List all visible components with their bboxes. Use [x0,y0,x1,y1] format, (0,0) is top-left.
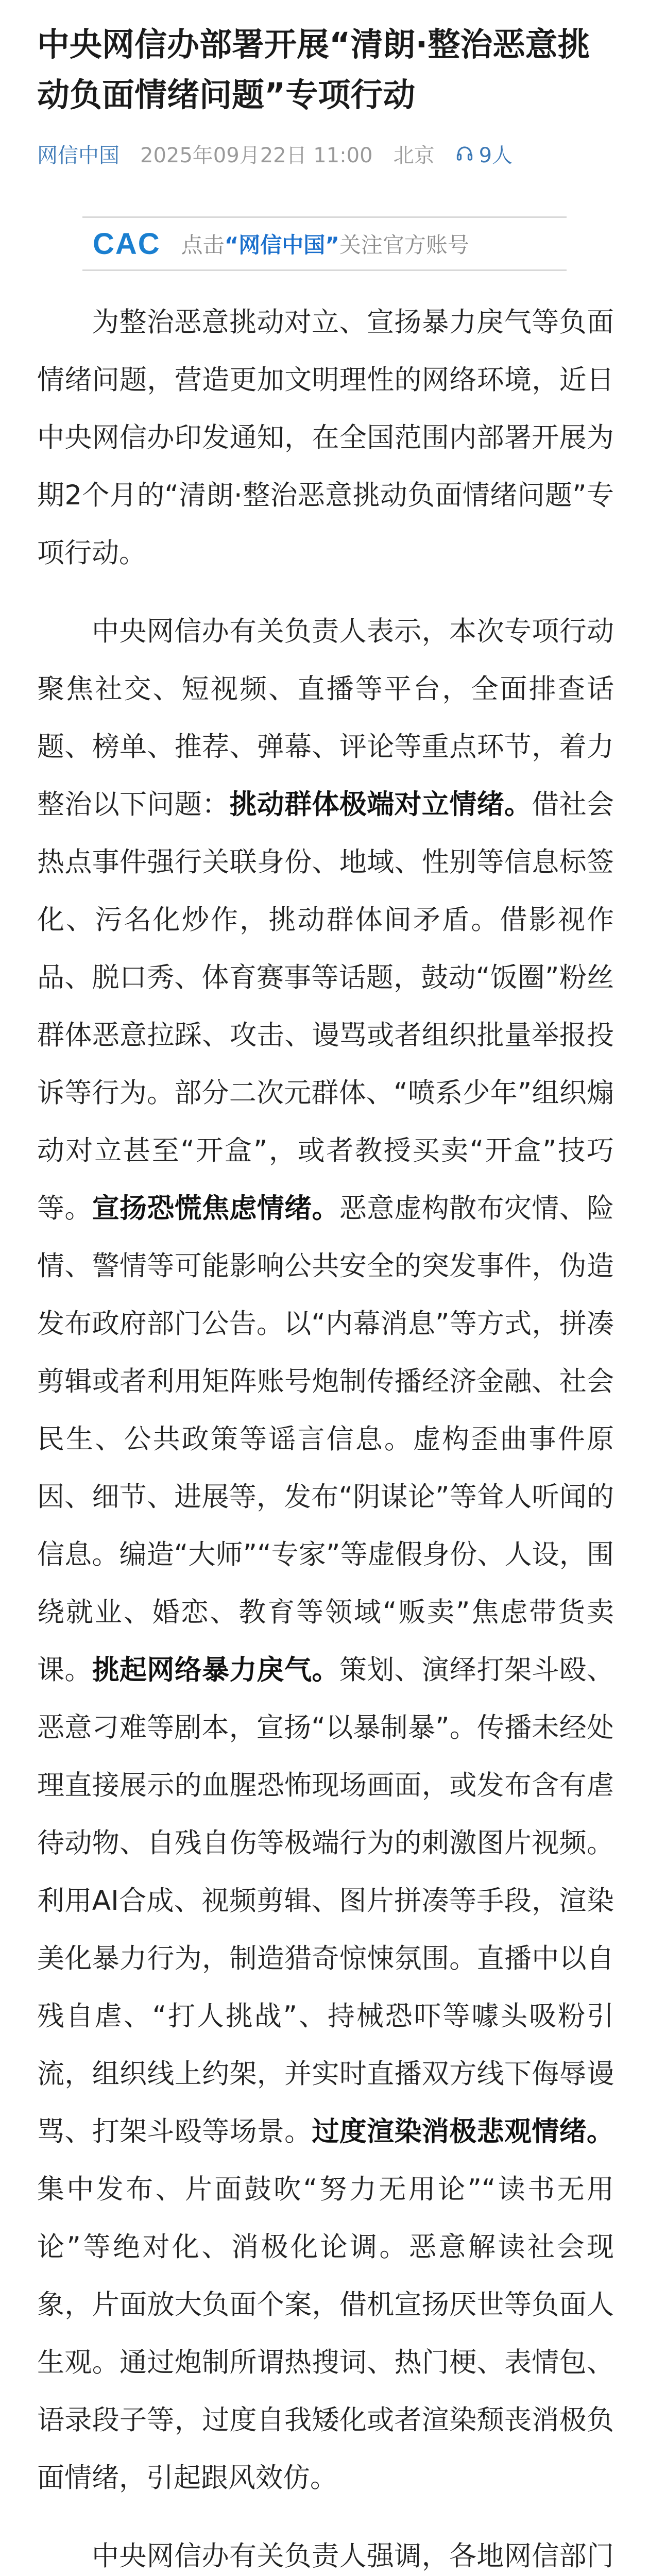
follow-text [181,228,469,259]
listen-button[interactable] [455,139,513,168]
article-meta [37,138,513,169]
article-body [37,294,614,2576]
source-account-link[interactable]: 网信中国 [37,143,119,167]
paragraph-3: 中央网信办有关负责人强调，各地网信部门 [92,2540,614,2572]
follow-suffix: 关注官方账号 [339,232,469,258]
follow-account: “网信中国” [224,232,339,258]
paragraph-2-opposition-text: 借社会热点事件强行关联身份、地域、性别等信息标签化、污名化炒作，挑动群体间矛盾。借影视作品、脱口秀、体育赛事等话题，鼓动“饭圈”粉丝群体恶意拉踩、攻击、谩骂或者组织批量举报投诉等行为。部分二次元群体、“喷系少年”组织煽动对立甚至“开盒”，或者教授买卖“开盒”技巧等。 [37,789,614,1224]
follow-prefix: 点击 [181,232,225,258]
listener-count: 9人 [479,143,513,167]
heading-extreme-opposition: 挑动群体极端对立情绪。 [229,789,532,820]
headphones-icon [455,144,474,163]
paragraph-2-intro: 中央网信办有关负责人表示，本次专项行动聚焦社交、短视频、直播等平台，全面排查话题、榜单、推荐、弹幕、评论等重点环节，着力整治以下问题： [37,616,614,820]
paragraph-2-panic-text: 恶意虚构散布灾情、险情、警情等可能影响公共安全的突发事件，伪造发布政府部门公告。以“内幕消息”等方式，拼凑剪辑或者利用矩阵账号炮制传播经济金融、社会民生、公共政策等谣言信息。虚构歪曲事件原因、细节、进展等，发布“阴谋论”等耸人听闻的信息。编造“大师”“专家”等虚假身份、人设，围绕就业、婚恋、教育等领域“贩卖”焦虑带货卖课。 [37,1193,614,1686]
cac-logo-text: CAC [93,227,161,261]
publish-location: 北京 [393,143,435,167]
cac-logo [93,227,161,261]
heading-pessimism: 过度渲染消极悲观情绪。 [312,2116,614,2147]
publish-time: 2025年09月22日 11:00 [140,143,373,167]
paragraph-2-pessimism-text: 集中发布、片面鼓吹“努力无用论”“读书无用论”等绝对化、消极化论调。恶意解读社会现象，片面放大负面个案，借机宣扬厌世等负面人生观。通过炮制所谓热搜词、热门梗、表情包、语录段子等，过度自我矮化或者渲染颓丧消极负面情绪，引起跟风效仿。 [37,2174,614,2494]
paragraph-2-violence-text: 策划、演绎打架斗殴、恶意刁难等剧本，宣扬“以暴制暴”。传播未经处理直接展示的血腥恐怖现场画面，或发布含有虐待动物、自残自伤等极端行为的刺激图片视频。利用AI合成、视频剪辑、图片拼凑等手段，渲染美化暴力行为，制造猎奇惊悚氛围。直播中以自残自虐、“打人挑战”、持械恐吓等噱头吸粉引流，组织线上约架，并实时直播双方线下侮辱谩骂、打架斗殴等场景。 [37,1654,614,2147]
paragraph-1: 为整治恶意挑动对立、宣扬暴力戾气等负面情绪问题，营造更加文明理性的网络环境，近日中央网信办印发通知，在全国范围内部署开展为期2个月的“清朗·整治恶意挑动负面情绪问题”专项行动。 [37,307,614,569]
follow-banner[interactable] [82,216,567,271]
heading-violence-hostility: 挑起网络暴力戾气。 [92,1654,339,1686]
paragraph-2 [37,603,614,2507]
heading-panic-anxiety: 宣扬恐慌焦虑情绪。 [92,1193,339,1224]
article-title: 中央网信办部署开展“清朗·整治恶意挑动负面情绪问题”专项行动 [37,26,590,114]
